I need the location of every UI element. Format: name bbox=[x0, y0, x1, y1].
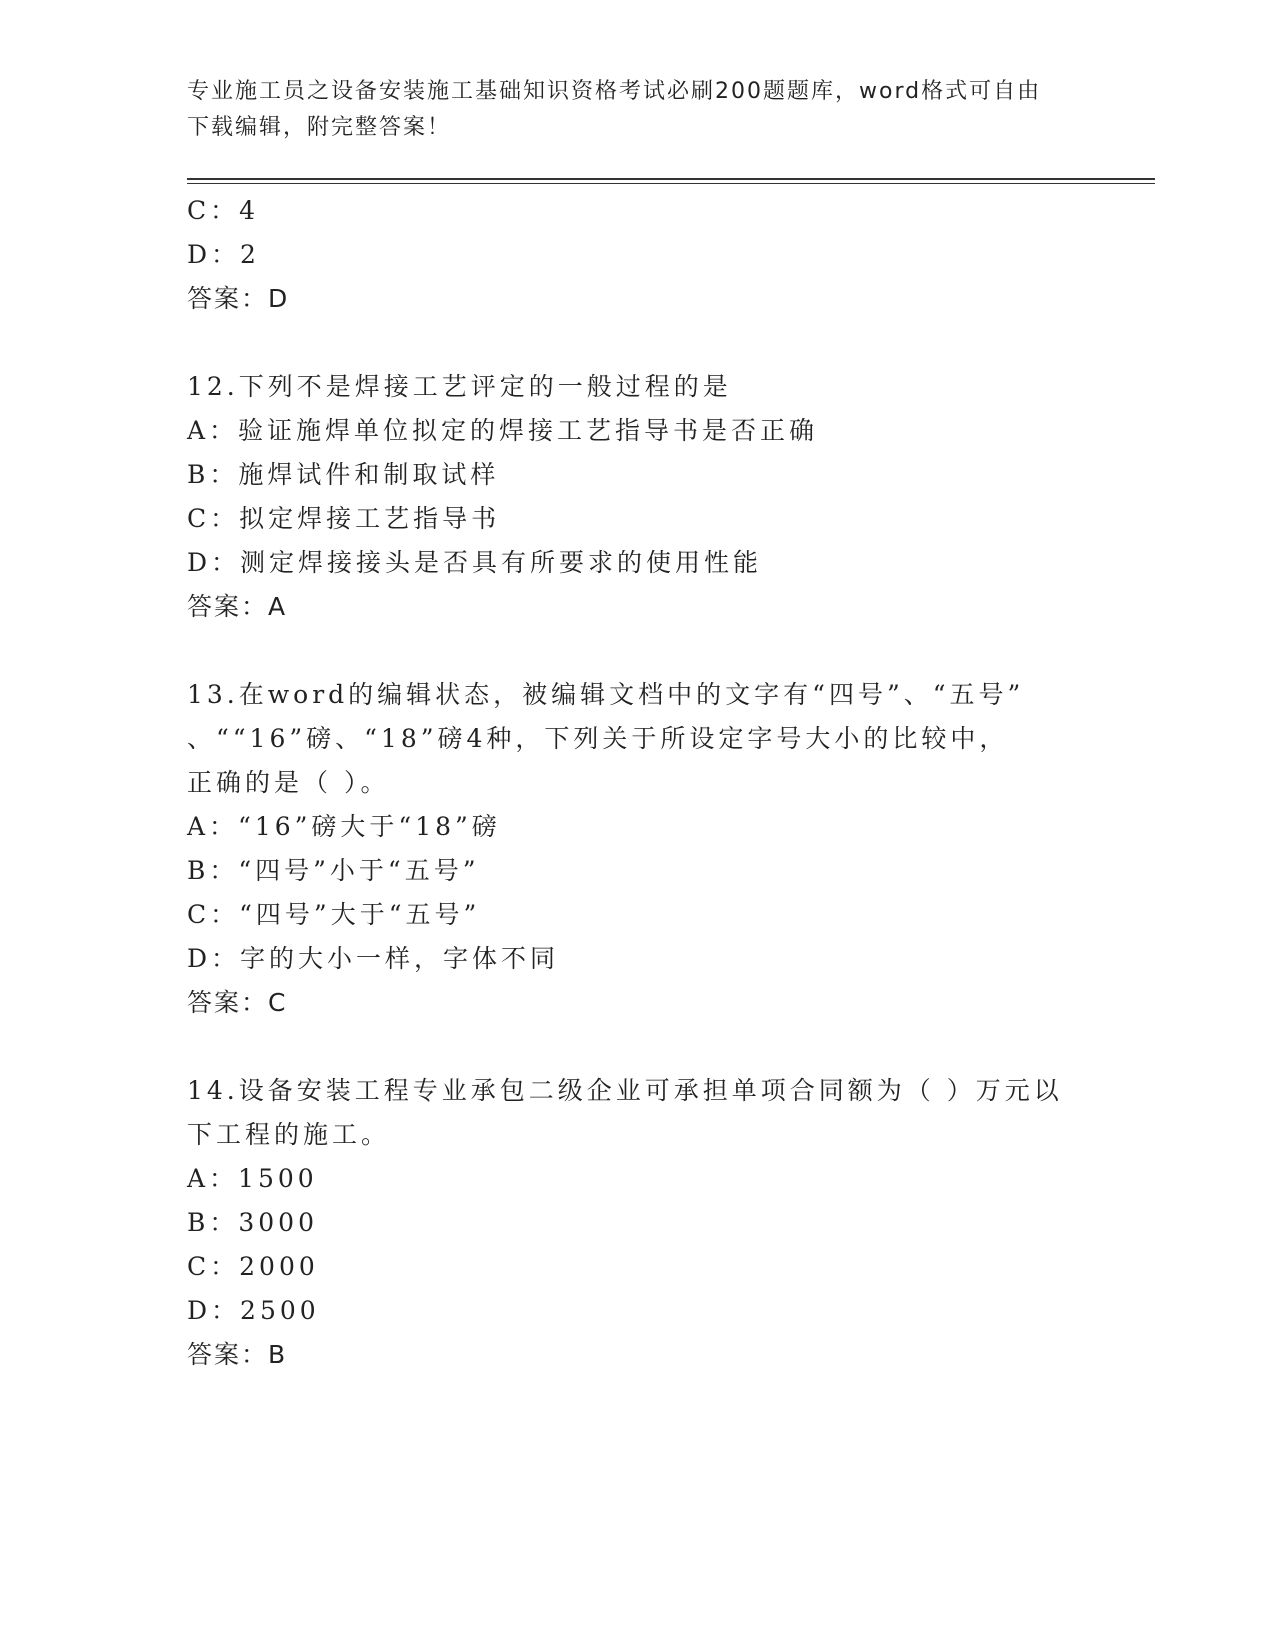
document-header bbox=[187, 74, 1067, 146]
q14-option-a: A：1500 bbox=[187, 1164, 318, 1193]
q12-option-d: D：测定焊接接头是否具有所要求的使用性能 bbox=[187, 548, 763, 577]
q12-stem: 12.下列不是焊接工艺评定的一般过程的是 bbox=[187, 372, 732, 401]
q13-option-c: C：“四号”大于“五号” bbox=[187, 900, 481, 929]
q14-option-d: D：2500 bbox=[187, 1296, 320, 1325]
q12-option-a: A：验证施焊单位拟定的焊接工艺指导书是否正确 bbox=[187, 416, 819, 445]
q13-stem-line-2: 、““16”磅、“18”磅4种，下列关于所设定字号大小的比较中， bbox=[187, 724, 1009, 753]
q11-option-c: C：4 bbox=[187, 196, 260, 225]
header-divider-thick bbox=[187, 178, 1155, 180]
q11-option-d: D：2 bbox=[187, 240, 260, 269]
q11-answer: 答案：D bbox=[187, 284, 290, 313]
q12-option-c: C：拟定焊接工艺指导书 bbox=[187, 504, 501, 533]
q14-answer: 答案：B bbox=[187, 1340, 288, 1369]
q13-option-b: B：“四号”小于“五号” bbox=[187, 856, 480, 885]
header-divider-thin bbox=[187, 183, 1155, 184]
q13-answer: 答案：C bbox=[187, 988, 288, 1017]
q13-option-d: D：字的大小一样，字体不同 bbox=[187, 944, 560, 973]
q13-option-a: A：“16”磅大于“18”磅 bbox=[187, 812, 501, 841]
q12-answer: 答案：A bbox=[187, 592, 288, 621]
q14-stem-line-2: 下工程的施工。 bbox=[187, 1120, 391, 1149]
q14-option-b: B：3000 bbox=[187, 1208, 318, 1237]
q12-option-b: B：施焊试件和制取试样 bbox=[187, 460, 500, 489]
header-line-1: 专业施工员之设备安装施工基础知识资格考试必刷200题题库，word格式可自由 bbox=[187, 79, 1042, 104]
q13-stem-line-3: 正确的是（ ）。 bbox=[187, 768, 390, 797]
header-line-2: 下载编辑，附完整答案！ bbox=[187, 115, 452, 140]
q14-stem-line-1: 14.设备安装工程专业承包二级企业可承担单项合同额为（ ）万元以 bbox=[187, 1076, 1063, 1105]
q14-option-c: C：2000 bbox=[187, 1252, 319, 1281]
q13-stem-line-1: 13.在word的编辑状态，被编辑文档中的文字有“四号”、“五号” bbox=[187, 680, 1025, 709]
